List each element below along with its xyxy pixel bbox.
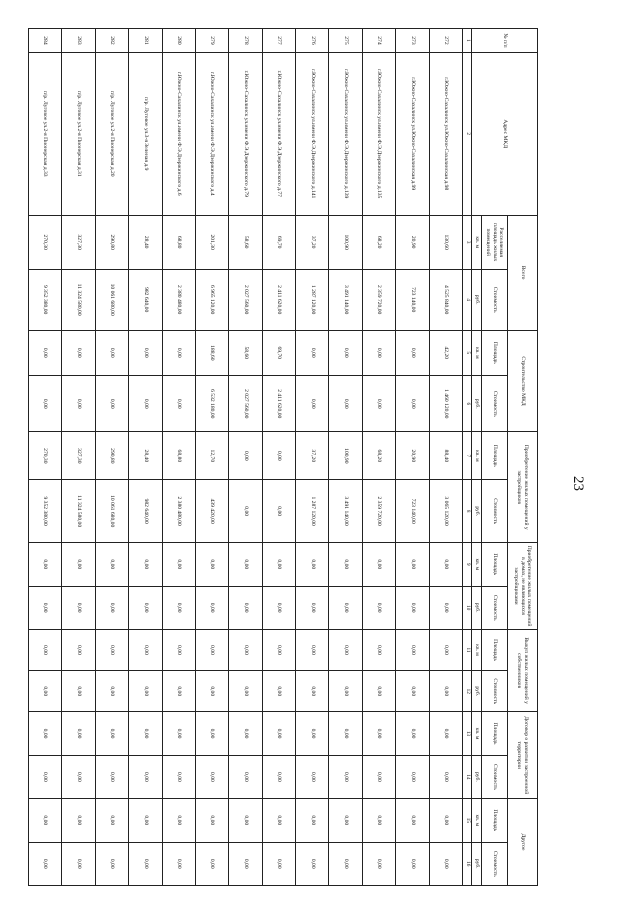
cell-oth-cost: 0,00 (429, 842, 462, 886)
cell-old-cost: 0,00 (396, 586, 429, 629)
development-group-header: Договор о развитии застроенной территории (508, 712, 538, 799)
cell-new-area: 0,00 (229, 432, 262, 480)
cell-constr-cost: 0,00 (95, 376, 128, 432)
cell-total-area: 68,80 (162, 215, 195, 269)
cell-total-cost: 2 027 560,00 (229, 269, 262, 330)
cell-address: г.Южно-Сахалинск ул.имени Ф.Э.Дзержинского д.141 (296, 52, 329, 215)
cell-old-cost: 0,00 (29, 586, 63, 629)
cell-buy-area: 0,00 (362, 629, 395, 670)
col-number: 6 (463, 376, 472, 432)
cell-oth-area: 0,00 (162, 799, 195, 842)
cell-total-area: 201,30 (196, 215, 229, 269)
purchase-new-area-header: Площадь (482, 432, 508, 480)
unit-area: кв. м (472, 712, 482, 755)
cell-address: г.Южно-Сахалинск ул.имени Ф.Э.Дзержинского д.77 (262, 52, 295, 215)
cell-old-cost: 0,00 (362, 586, 395, 629)
cell-total-cost: 723 140,00 (396, 269, 429, 330)
cell-new-area: 270,30 (29, 432, 63, 480)
construction-group-header: Строительство МКД (508, 330, 538, 432)
table-row (362, 29, 395, 886)
cell-oth-area: 0,00 (362, 799, 395, 842)
cell-buy-area: 0,00 (29, 629, 63, 670)
table-row (95, 29, 128, 886)
cell-old-area: 0,00 (129, 543, 162, 586)
cell-buy-cost: 0,00 (396, 671, 429, 712)
cell-new-area: 68,80 (162, 432, 195, 480)
cell-oth-cost: 0,00 (396, 842, 429, 886)
cell-total-cost: 2 380 480,00 (162, 269, 195, 330)
table-row (262, 29, 295, 886)
cell-constr-area: 0,00 (62, 330, 95, 376)
cell-num: 283 (62, 29, 95, 53)
cell-total-area: 20,90 (396, 215, 429, 269)
unit-area: кв. м (472, 629, 482, 670)
col-number: 4 (463, 269, 472, 330)
cell-constr-cost: 0,00 (29, 376, 63, 432)
cell-constr-area: 69,70 (262, 330, 295, 376)
cell-new-cost: 3 491 140,00 (329, 480, 362, 543)
col-number: 15 (463, 799, 472, 842)
cell-dev-cost: 0,00 (229, 755, 262, 798)
cell-old-cost: 0,00 (262, 586, 295, 629)
cell-total-area: 69,70 (262, 215, 295, 269)
address-header: Адрес МКД (472, 52, 538, 215)
page-number: 23 (570, 476, 586, 491)
purchase-old-area-header: Площадь (482, 543, 508, 586)
cell-num: 272 (429, 29, 462, 53)
cell-buy-cost: 0,00 (196, 671, 229, 712)
cell-old-cost: 0,00 (196, 586, 229, 629)
cell-oth-cost: 0,00 (162, 842, 195, 886)
cell-dev-area: 0,00 (329, 712, 362, 755)
cell-oth-cost: 0,00 (129, 842, 162, 886)
cell-constr-area: 0,00 (162, 330, 195, 376)
cell-address: п/р. Луговое ул.3-я Зеленая д.9 (129, 52, 162, 215)
table-row (62, 29, 95, 886)
cell-dev-cost: 0,00 (162, 755, 195, 798)
cell-buy-cost: 0,00 (362, 671, 395, 712)
cell-constr-cost: 0,00 (396, 376, 429, 432)
cell-old-area: 0,00 (429, 543, 462, 586)
cell-new-cost: 0,00 (229, 480, 262, 543)
other-area-header: Площадь (482, 799, 508, 842)
cell-buy-cost: 0,00 (296, 671, 329, 712)
cell-buy-area: 0,00 (396, 629, 429, 670)
col-number: 10 (463, 586, 472, 629)
cell-constr-cost: 2 027 560,00 (229, 376, 262, 432)
cell-buy-area: 0,00 (229, 629, 262, 670)
cell-dev-cost: 0,00 (296, 755, 329, 798)
cell-old-area: 0,00 (95, 543, 128, 586)
cell-new-area: 100,90 (329, 432, 362, 480)
buyout-group-header: Выкуп жилых помещений у собственников (508, 629, 538, 711)
col-number: 12 (463, 671, 472, 712)
table-row (29, 29, 63, 886)
cell-total-area: 68,20 (362, 215, 395, 269)
cell-total-area: 28,40 (129, 215, 162, 269)
cell-address: г.Южно-Сахалинск ул.имени Ф.Э.Дзержинского д.4 (196, 52, 229, 215)
cell-oth-area: 0,00 (396, 799, 429, 842)
cell-buy-cost: 0,00 (229, 671, 262, 712)
cell-buy-cost: 0,00 (429, 671, 462, 712)
col-number: 3 (463, 215, 472, 269)
cell-new-cost: 10 061 680,00 (95, 480, 128, 543)
total-group-header: Всего (508, 215, 538, 330)
unit-rub: руб. (472, 269, 482, 330)
cell-buy-area: 0,00 (162, 629, 195, 670)
cell-buy-area: 0,00 (296, 629, 329, 670)
cell-total-cost: 2 359 720,00 (362, 269, 395, 330)
cell-total-area: 130,60 (429, 215, 462, 269)
col-number: 16 (463, 842, 472, 886)
cell-address: г.Южно-Сахалинск ул.Южно-Сахалинская д.98 (429, 52, 462, 215)
rotated-table-container (28, 28, 538, 886)
cell-dev-area: 0,00 (296, 712, 329, 755)
cell-constr-area: 58,60 (229, 330, 262, 376)
cell-buy-cost: 0,00 (29, 671, 63, 712)
cell-constr-cost: 0,00 (62, 376, 95, 432)
cell-total-area: 100,90 (329, 215, 362, 269)
cell-num: 275 (329, 29, 362, 53)
cell-constr-cost: 0,00 (296, 376, 329, 432)
cell-dev-area: 0,00 (62, 712, 95, 755)
unit-rub: руб. (472, 586, 482, 629)
col-number: 11 (463, 629, 472, 670)
cell-buy-area: 0,00 (95, 629, 128, 670)
cell-new-area: 327,30 (62, 432, 95, 480)
cell-dev-area: 0,00 (162, 712, 195, 755)
cell-dev-cost: 0,00 (129, 755, 162, 798)
table-row (296, 29, 329, 886)
total-area-header: Расселяемая площадь жилых помещений (482, 215, 508, 269)
cell-old-area: 0,00 (296, 543, 329, 586)
other-cost-header: Стоимость (482, 842, 508, 886)
purchase-new-cost-header: Стоимость (482, 480, 508, 543)
cell-buy-cost: 0,00 (95, 671, 128, 712)
cell-num: 274 (362, 29, 395, 53)
cell-oth-cost: 0,00 (196, 842, 229, 886)
cell-oth-cost: 0,00 (362, 842, 395, 886)
cell-dev-area: 0,00 (429, 712, 462, 755)
cell-old-area: 0,00 (362, 543, 395, 586)
cell-new-cost: 439 420,00 (196, 480, 229, 543)
cell-num: 277 (262, 29, 295, 53)
col-number: 9 (463, 543, 472, 586)
cell-address: г.Южно-Сахалинск ул.имени Ф.Э.Дзержинского д.139 (329, 52, 362, 215)
cell-dev-area: 0,00 (362, 712, 395, 755)
cell-old-cost: 0,00 (95, 586, 128, 629)
cell-dev-cost: 0,00 (196, 755, 229, 798)
cell-constr-area: 0,00 (396, 330, 429, 376)
cell-dev-cost: 0,00 (262, 755, 295, 798)
cell-num: 281 (129, 29, 162, 53)
cell-old-cost: 0,00 (296, 586, 329, 629)
cell-old-area: 0,00 (329, 543, 362, 586)
header-group-row (508, 29, 538, 886)
table-row (162, 29, 195, 886)
unit-rub: руб. (472, 755, 482, 798)
col-number: 7 (463, 432, 472, 480)
cell-old-area: 0,00 (196, 543, 229, 586)
purchase-old-group-header: Приобретение жилых помещений в домах, не являющихся застройщиками (508, 543, 538, 630)
table-row (396, 29, 429, 886)
cell-new-area: 37,20 (296, 432, 329, 480)
cell-old-cost: 0,00 (129, 586, 162, 629)
unit-rub: руб. (472, 671, 482, 712)
cell-new-area: 20,90 (396, 432, 429, 480)
cell-dev-area: 0,00 (129, 712, 162, 755)
col-number: 2 (463, 52, 472, 215)
cell-constr-cost: 2 411 620,00 (262, 376, 295, 432)
cell-total-cost: 4 525 840,00 (429, 269, 462, 330)
cell-old-area: 0,00 (396, 543, 429, 586)
cell-constr-area: 0,00 (95, 330, 128, 376)
cell-num: 282 (95, 29, 128, 53)
cell-num: 279 (196, 29, 229, 53)
col-number: 13 (463, 712, 472, 755)
col-number: 5 (463, 330, 472, 376)
cell-dev-cost: 0,00 (329, 755, 362, 798)
total-cost-header: Стоимость (482, 269, 508, 330)
cell-oth-cost: 0,00 (329, 842, 362, 886)
col-number: 14 (463, 755, 472, 798)
cell-dev-cost: 0,00 (29, 755, 63, 798)
table-row (196, 29, 229, 886)
cell-num: 276 (296, 29, 329, 53)
cell-old-cost: 0,00 (329, 586, 362, 629)
cell-total-cost: 9 352 380,00 (29, 269, 63, 330)
cell-address: г.Южно-Сахалинск ул.Южно-Сахалинская д.99 (396, 52, 429, 215)
cell-buy-area: 0,00 (429, 629, 462, 670)
cell-new-cost: 2 359 720,00 (362, 480, 395, 543)
cell-total-cost: 2 411 620,00 (262, 269, 295, 330)
construction-area-header: Площадь (482, 330, 508, 376)
table-row (429, 29, 462, 886)
cell-old-area: 0,00 (62, 543, 95, 586)
cell-dev-area: 0,00 (196, 712, 229, 755)
cell-new-cost: 0,00 (262, 480, 295, 543)
cell-buy-cost: 0,00 (162, 671, 195, 712)
cell-total-area: 58,60 (229, 215, 262, 269)
cell-old-area: 0,00 (229, 543, 262, 586)
cell-constr-cost: 0,00 (329, 376, 362, 432)
cell-oth-cost: 0,00 (95, 842, 128, 886)
cell-new-cost: 11 324 580,00 (62, 480, 95, 543)
cell-buy-cost: 0,00 (329, 671, 362, 712)
cell-total-area: 270,30 (29, 215, 63, 269)
cell-address: п/р. Луговое ул.2-я Пионерская д.20 (95, 52, 128, 215)
other-group-header: Другое (508, 799, 538, 886)
cell-new-cost: 982 640,00 (129, 480, 162, 543)
cell-new-area: 28,40 (129, 432, 162, 480)
cell-total-area: 37,20 (296, 215, 329, 269)
cell-old-area: 0,00 (162, 543, 195, 586)
cell-dev-cost: 0,00 (62, 755, 95, 798)
cell-num: 278 (229, 29, 262, 53)
cell-buy-cost: 0,00 (262, 671, 295, 712)
cell-total-cost: 982 640,00 (129, 269, 162, 330)
unit-area: кв. м (472, 215, 482, 269)
cell-oth-area: 0,00 (329, 799, 362, 842)
table-row (129, 29, 162, 886)
buyout-area-header: Площадь (482, 629, 508, 670)
cell-dev-cost: 0,00 (396, 755, 429, 798)
cell-oth-cost: 0,00 (296, 842, 329, 886)
cell-buy-area: 0,00 (329, 629, 362, 670)
cell-old-area: 0,00 (262, 543, 295, 586)
table-row (329, 29, 362, 886)
cell-total-area: 327,30 (62, 215, 95, 269)
cell-constr-area: 42,20 (429, 330, 462, 376)
cell-new-area: 12,70 (196, 432, 229, 480)
cell-dev-area: 0,00 (262, 712, 295, 755)
cell-constr-area: 0,00 (296, 330, 329, 376)
cell-old-cost: 0,00 (429, 586, 462, 629)
cell-new-cost: 3 065 120,00 (429, 480, 462, 543)
construction-cost-header: Стоимость (482, 376, 508, 432)
cell-constr-area: 0,00 (29, 330, 63, 376)
unit-area: кв. м (472, 432, 482, 480)
cell-new-cost: 9 352 380,00 (29, 480, 63, 543)
cell-address: г.Южно-Сахалинск ул.имени Ф.Э.Дзержинского д.135 (362, 52, 395, 215)
col-number: 1 (463, 29, 472, 53)
unit-rub: руб. (472, 376, 482, 432)
cell-total-cost: 3 491 140,00 (329, 269, 362, 330)
cell-oth-cost: 0,00 (62, 842, 95, 886)
unit-rub: руб. (472, 842, 482, 886)
cell-dev-area: 0,00 (396, 712, 429, 755)
cell-oth-cost: 0,00 (229, 842, 262, 886)
cell-oth-area: 0,00 (62, 799, 95, 842)
cell-oth-cost: 0,00 (29, 842, 63, 886)
num-header: № п/п (472, 29, 538, 53)
unit-area: кв. м (472, 799, 482, 842)
cell-new-area: 290,80 (95, 432, 128, 480)
col-number: 8 (463, 480, 472, 543)
cell-num: 284 (29, 29, 63, 53)
cell-dev-area: 0,00 (229, 712, 262, 755)
cell-constr-area: 0,00 (362, 330, 395, 376)
cell-buy-area: 0,00 (262, 629, 295, 670)
cell-new-area: 0,00 (262, 432, 295, 480)
cell-num: 280 (162, 29, 195, 53)
cell-oth-area: 0,00 (29, 799, 63, 842)
resettlement-table (28, 28, 538, 886)
cell-buy-area: 0,00 (62, 629, 95, 670)
cell-dev-area: 0,00 (95, 712, 128, 755)
table-body (29, 29, 463, 886)
cell-total-cost: 6 965 120,00 (196, 269, 229, 330)
cell-old-cost: 0,00 (62, 586, 95, 629)
cell-new-cost: 1 287 120,00 (296, 480, 329, 543)
cell-old-cost: 0,00 (229, 586, 262, 629)
purchase-new-group-header: Приобретение жилых помещений у застройщиков (508, 432, 538, 543)
cell-old-area: 0,00 (29, 543, 63, 586)
cell-new-area: 88,40 (429, 432, 462, 480)
cell-new-area: 68,20 (362, 432, 395, 480)
unit-rub: руб. (472, 480, 482, 543)
cell-constr-cost: 0,00 (162, 376, 195, 432)
cell-dev-cost: 0,00 (95, 755, 128, 798)
cell-dev-cost: 0,00 (362, 755, 395, 798)
cell-buy-cost: 0,00 (129, 671, 162, 712)
cell-address: г.Южно-Сахалинск ул.имени Ф.Э.Дзержинского д.79 (229, 52, 262, 215)
cell-oth-area: 0,00 (95, 799, 128, 842)
buyout-cost-header: Стоимость (482, 671, 508, 712)
purchase-old-cost-header: Стоимость (482, 586, 508, 629)
cell-oth-area: 0,00 (262, 799, 295, 842)
cell-total-area: 290,80 (95, 215, 128, 269)
unit-area: кв. м (472, 543, 482, 586)
cell-buy-cost: 0,00 (62, 671, 95, 712)
cell-buy-area: 0,00 (196, 629, 229, 670)
column-number-row (463, 29, 472, 886)
cell-constr-cost: 0,00 (129, 376, 162, 432)
cell-buy-area: 0,00 (129, 629, 162, 670)
table-row (229, 29, 262, 886)
cell-oth-area: 0,00 (429, 799, 462, 842)
cell-address: п/р. Луговое ул.2-я Пионерская д.33 (29, 52, 63, 215)
development-area-header: Площадь (482, 712, 508, 755)
cell-address: г.Южно-Сахалинск ул.имени Ф.Э.Дзержинского д.6 (162, 52, 195, 215)
unit-area: кв. м (472, 330, 482, 376)
cell-new-cost: 2 380 480,00 (162, 480, 195, 543)
cell-new-cost: 723 140,00 (396, 480, 429, 543)
cell-oth-area: 0,00 (196, 799, 229, 842)
cell-total-cost: 11 324 580,00 (62, 269, 95, 330)
development-cost-header: Стоимость (482, 755, 508, 798)
cell-constr-cost: 1 460 120,00 (429, 376, 462, 432)
cell-oth-area: 0,00 (296, 799, 329, 842)
cell-dev-cost: 0,00 (429, 755, 462, 798)
cell-oth-area: 0,00 (229, 799, 262, 842)
cell-oth-cost: 0,00 (262, 842, 295, 886)
cell-address: п/р. Луговое ул.2-я Пионерская д.31 (62, 52, 95, 215)
cell-constr-cost: 0,00 (362, 376, 395, 432)
cell-constr-area: 0,00 (129, 330, 162, 376)
cell-total-cost: 10 061 680,00 (95, 269, 128, 330)
cell-num: 273 (396, 29, 429, 53)
cell-constr-area: 0,00 (329, 330, 362, 376)
cell-constr-cost: 6 532 180,00 (196, 376, 229, 432)
cell-oth-area: 0,00 (129, 799, 162, 842)
cell-dev-area: 0,00 (29, 712, 63, 755)
cell-constr-area: 188,60 (196, 330, 229, 376)
cell-old-cost: 0,00 (162, 586, 195, 629)
cell-total-cost: 1 287 120,00 (296, 269, 329, 330)
